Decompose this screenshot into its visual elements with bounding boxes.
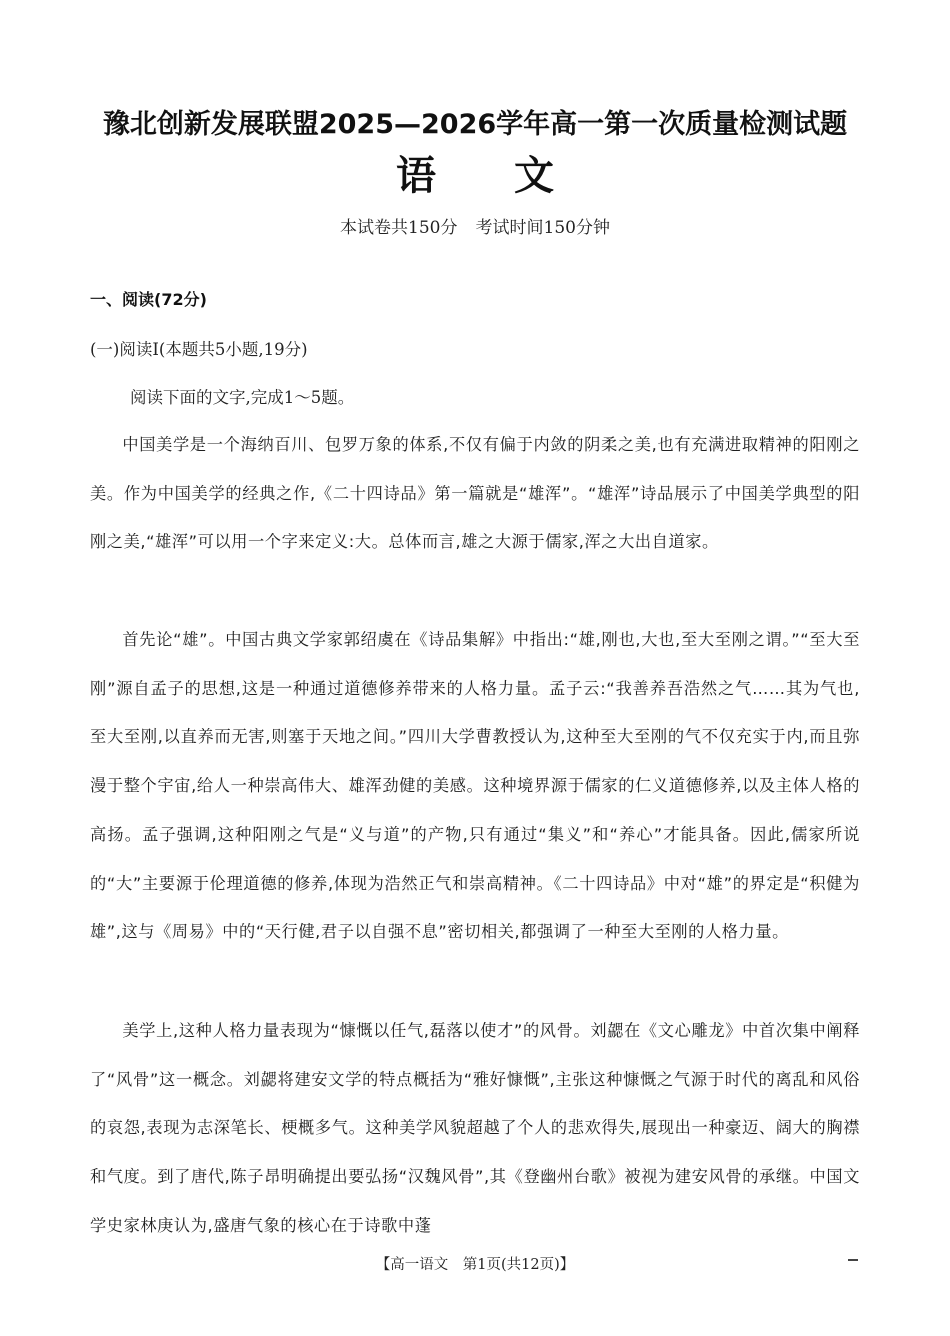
subject-char-1: 语 bbox=[396, 153, 436, 199]
reading-instruction: 阅读下面的文字,完成1～5题。 bbox=[130, 388, 355, 407]
subject-char-2: 文 bbox=[514, 153, 554, 199]
exam-info bbox=[0, 213, 950, 238]
footer-mark bbox=[848, 1259, 858, 1261]
exam-total-score: 本试卷共150分 bbox=[340, 218, 458, 238]
subject-title bbox=[0, 144, 950, 201]
exam-title: 豫北创新发展联盟2025—2026学年高一第一次质量检测试题 bbox=[102, 109, 848, 140]
passage-paragraph: 首先论“雄”。中国古典文学家郭绍虞在《诗品集解》中指出:“雄,刚也,大也,至大至刚之谓。”“至大至刚”源自孟子的思想,这是一种通过道德修养带来的人格力量。孟子云:“我善养吾浩然之气……其为气也,至大至刚,以直养而无害,则塞于天地之间。”四川大学曹教授认为,这种至大至刚的气不仅充实于内,而且弥漫于整个宇宙,给人一种崇高伟大、雄浑劲健的美感。这种境界源于儒家的仁义道德修养,以及主体人格的高扬。孟子强调,这种阳刚之气是“义与道”的产物,只有通过“集义”和“养心”才能具备。因此,儒家所说的“大”主要源于伦理道德的修养,体现为浩然正气和崇高精神。《二十四诗品》中对“雄”的界定是“积健为雄”,这与《周易》中的“天行健,君子以自强不息”密切相关,都强调了一种至大至刚的人格力量。 bbox=[90, 630, 860, 942]
part-heading: (一)阅读Ⅰ(本题共5小题,19分) bbox=[90, 340, 308, 359]
exam-duration: 考试时间150分钟 bbox=[475, 218, 610, 238]
section-heading: 一、阅读(72分) bbox=[90, 290, 207, 309]
passage-paragraph: 美学上,这种人格力量表现为“慷慨以任气,磊落以使才”的风骨。刘勰在《文心雕龙》中首次集中阐释了“风骨”这一概念。刘勰将建安文学的特点概括为“雅好慷慨”,主张这种慷慨之气源于时代的离乱和风俗的哀怨,表现为志深笔长、梗概多气。这种美学风貌超越了个人的悲欢得失,展现出一种豪迈、阔大的胸襟和气度。到了唐代,陈子昂明确提出要弘扬“汉魏风骨”,其《登幽州台歌》被视为建安风骨的承继。中国文学史家林庚认为,盛唐气象的核心在于诗歌中蓬 bbox=[90, 1021, 860, 1235]
passage-paragraph: 中国美学是一个海纳百川、包罗万象的体系,不仅有偏于内敛的阴柔之美,也有充满进取精神的阳刚之美。作为中国美学的经典之作,《二十四诗品》第一篇就是“雄浑”。“雄浑”诗品展示了中国美学典型的阳刚之美,“雄浑”可以用一个字来定义:大。总体而言,雄之大源于儒家,浑之大出自道家。 bbox=[90, 435, 860, 552]
page-footer: 【高一语文 第1页(共12页)】 bbox=[375, 1257, 575, 1273]
